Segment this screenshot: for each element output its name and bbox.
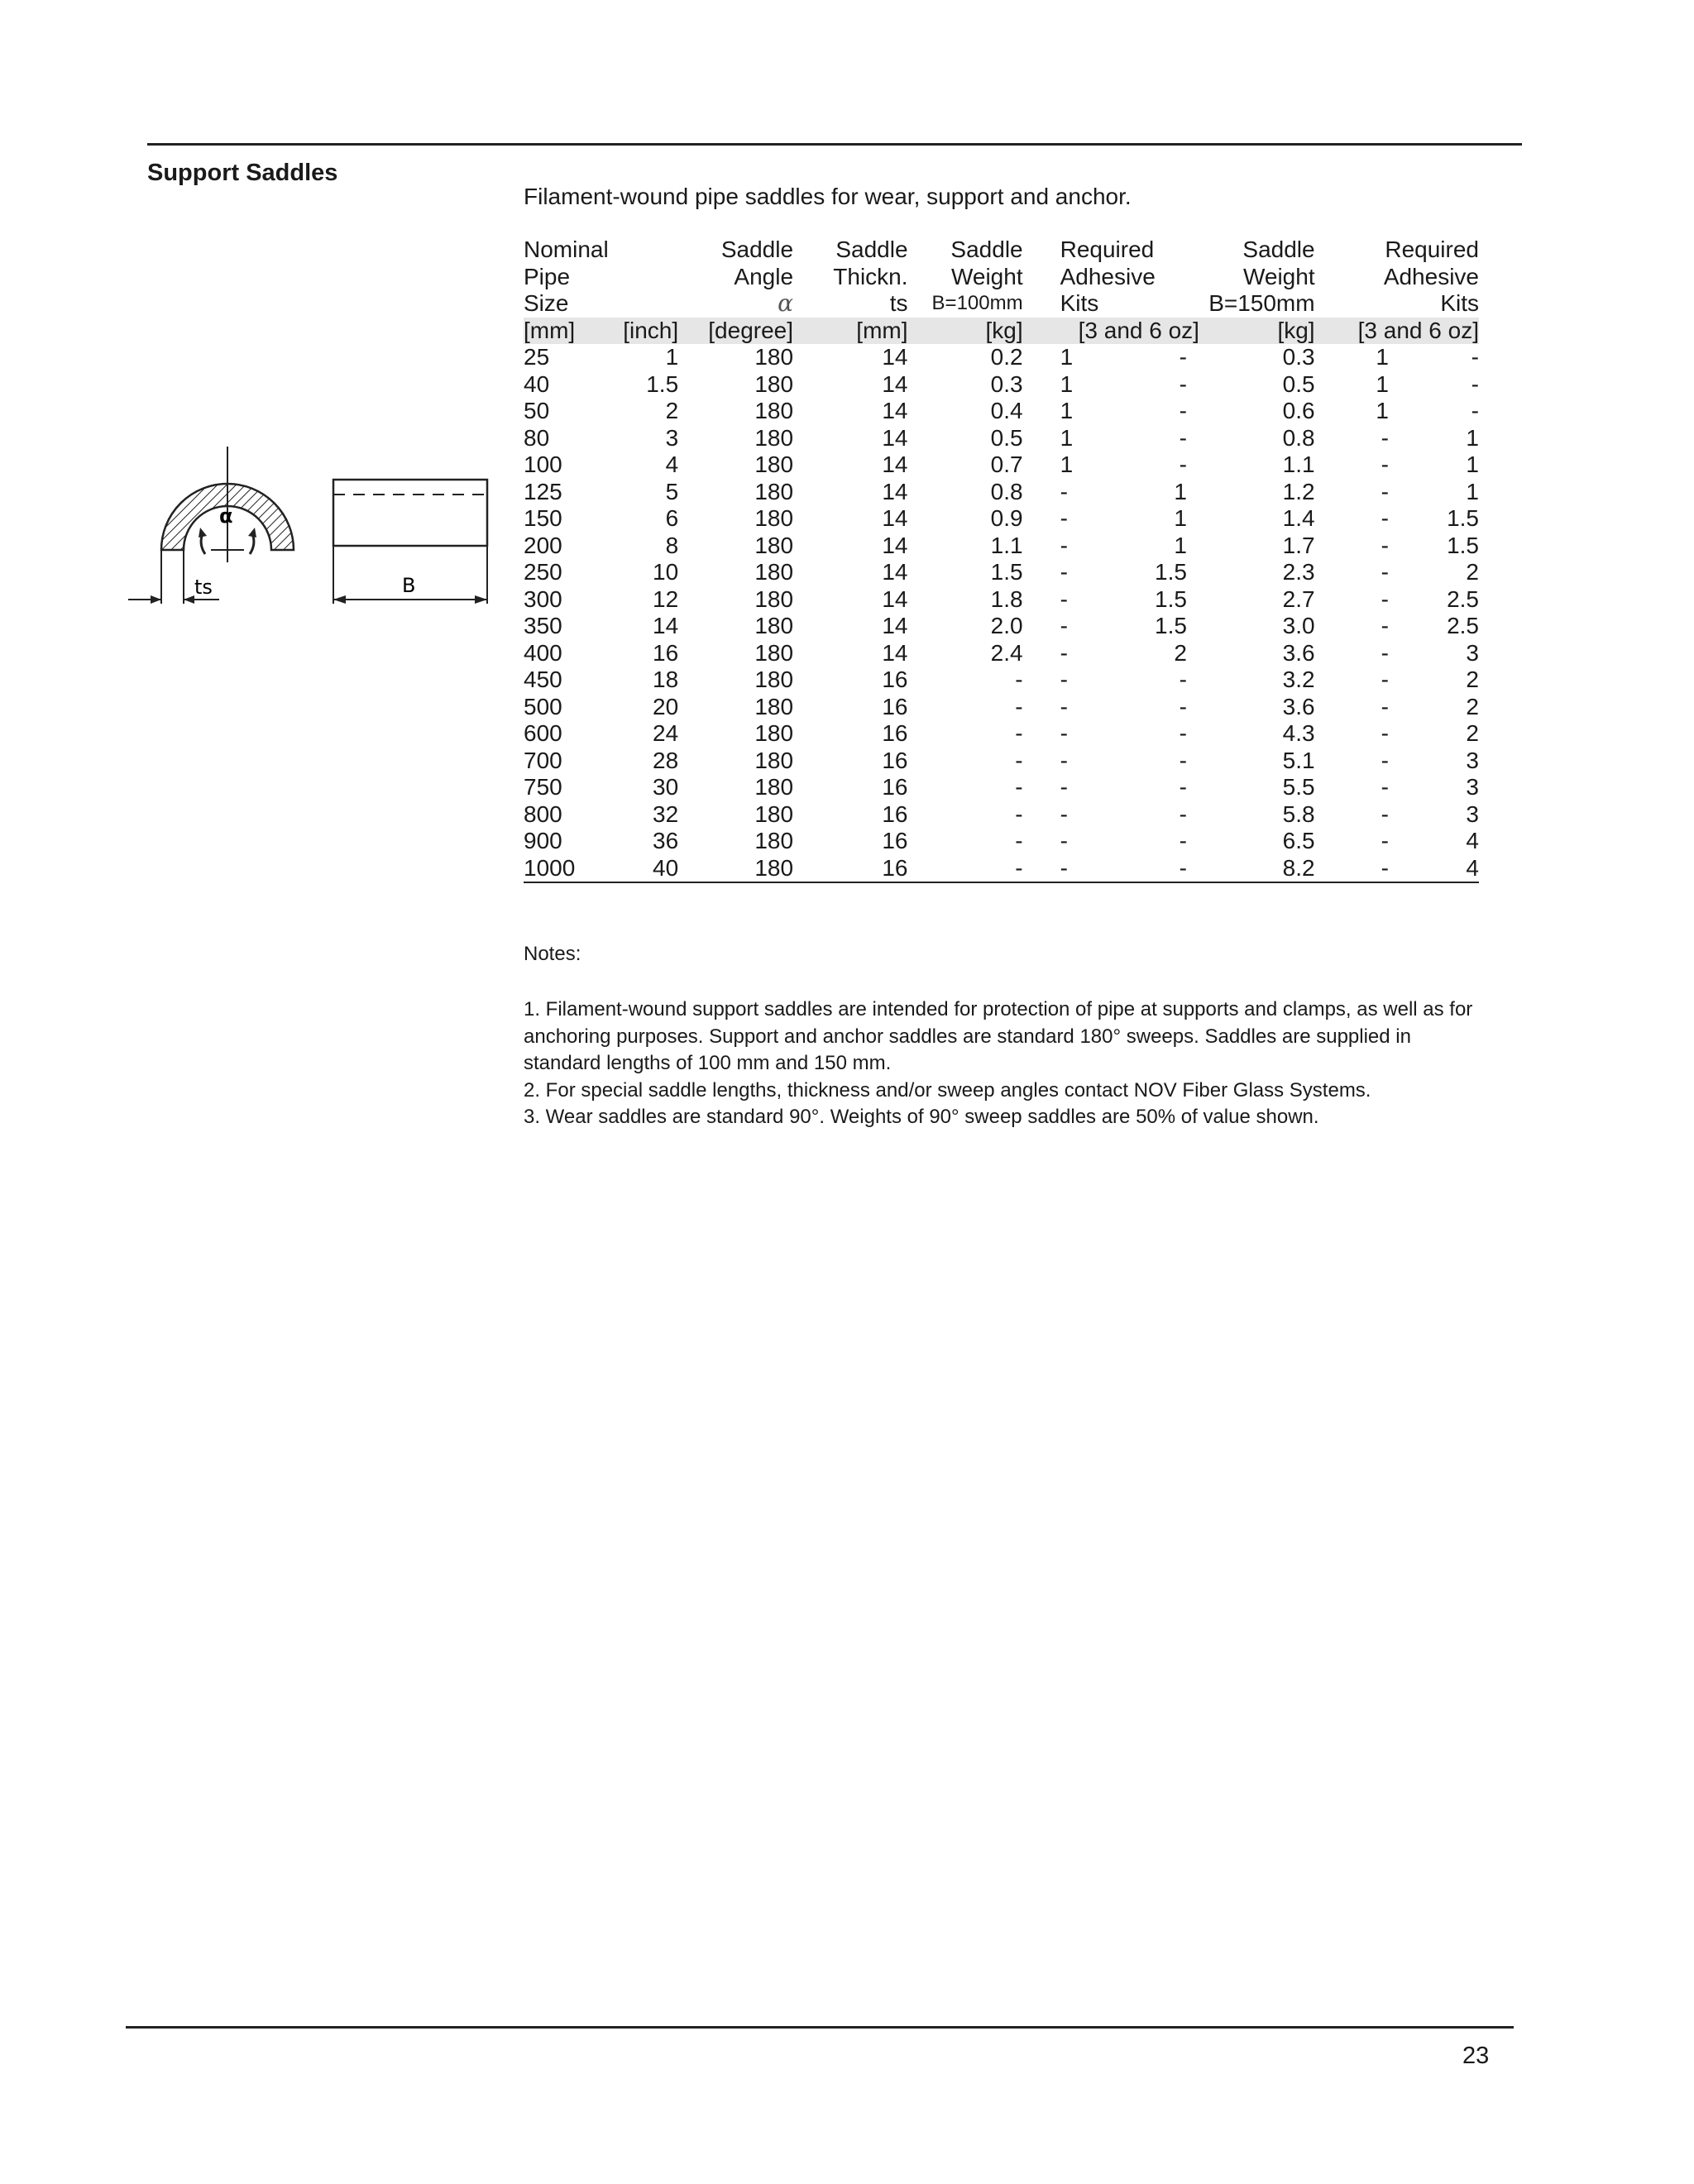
notes <box>524 996 1475 1131</box>
table-cell: 14 <box>882 478 908 504</box>
table-cell: - <box>1381 613 1389 638</box>
ts-label: ts <box>194 576 213 599</box>
table-cell: 3 <box>665 424 679 451</box>
table-cell: - <box>1023 855 1081 883</box>
table-cell: - <box>1381 693 1389 719</box>
b-label: B <box>402 574 416 597</box>
bottom-rule <box>126 2026 1514 2029</box>
table-cell: - <box>1060 800 1068 827</box>
header-cell: B=150mm <box>1208 290 1315 316</box>
table-cell: 700 <box>524 747 562 773</box>
header-cell: Size <box>524 290 569 316</box>
table-cell: 4.3 <box>1282 720 1315 746</box>
table-cell: 0.2 <box>990 344 1023 370</box>
notes-title: Notes: <box>524 943 581 965</box>
table-cell: 180 <box>754 747 794 773</box>
table-cell: - <box>1381 505 1389 531</box>
table-cell: 1 <box>1376 370 1389 397</box>
table-cell: 16 <box>882 720 908 746</box>
table-cell: 180 <box>754 667 794 692</box>
header-cell: Required <box>1385 237 1479 262</box>
table-cell: - <box>1015 667 1023 692</box>
table-cell: 1.2 <box>1282 478 1315 504</box>
table-cell: 1.5 <box>1155 613 1187 638</box>
table-cell: 16 <box>653 639 679 666</box>
table-cell: 18 <box>653 667 679 692</box>
table-row <box>524 344 1479 371</box>
table-cell: 1 <box>1376 398 1389 423</box>
table-cell: 1 <box>1060 370 1074 397</box>
table-cell: 1 <box>1060 344 1074 370</box>
table-cell: 14 <box>882 532 908 558</box>
table-cell: 180 <box>754 532 794 558</box>
table-cell: 16 <box>793 855 907 883</box>
table-cell: 750 <box>524 774 562 800</box>
table-cell: 180 <box>754 478 794 504</box>
top-rule <box>147 143 1522 146</box>
table-cell: - <box>1179 452 1187 477</box>
table-row <box>524 720 1479 748</box>
table-row <box>524 586 1479 614</box>
table-cell: 100 <box>524 452 562 477</box>
header-cell: Adhesive <box>1060 263 1156 289</box>
table-cell: 200 <box>524 532 562 558</box>
table-cell: 0.4 <box>990 398 1023 423</box>
table-cell: - <box>1179 424 1187 451</box>
table-cell: 2.4 <box>990 639 1023 666</box>
saddle-table <box>524 237 1479 883</box>
table-row <box>524 801 1479 829</box>
header-cell: [degree] <box>678 318 793 345</box>
table-row <box>524 398 1479 425</box>
section-title: Support Saddles <box>147 160 338 186</box>
table-cell: - <box>1179 747 1187 773</box>
table-cell: - <box>1179 344 1187 370</box>
table-cell: 125 <box>524 478 562 504</box>
table-cell: - <box>1381 747 1389 773</box>
table-row <box>524 828 1479 855</box>
table-cell: 5.8 <box>1282 800 1315 827</box>
table-cell: 1.1 <box>1282 452 1315 477</box>
note-item: 3. Wear saddles are standard 90°. Weights of 90° sweep saddles are 50% of value shown. <box>524 1106 1319 1128</box>
table-cell: - <box>1060 774 1068 800</box>
table-cell: - <box>1060 747 1068 773</box>
table-cell: 0.8 <box>1282 424 1315 451</box>
table-cell: 5.5 <box>1282 774 1315 800</box>
table-cell: 180 <box>754 639 794 666</box>
table-cell: 16 <box>882 693 908 719</box>
table-cell: 1 <box>1466 478 1479 504</box>
header-cell: [inch] <box>609 318 678 345</box>
table-cell: 180 <box>754 613 794 638</box>
table-cell: 3 <box>1466 639 1479 666</box>
table-cell: - <box>1315 855 1389 883</box>
table-cell: 8.2 <box>1199 855 1315 883</box>
table-cell: - <box>1080 855 1199 883</box>
table-cell: 40 <box>524 370 550 397</box>
header-cell: Weight <box>1242 263 1315 289</box>
intro-text: Filament-wound pipe saddles for wear, support and anchor. <box>524 184 1132 209</box>
table-cell: - <box>1381 532 1389 558</box>
table-cell: 0.3 <box>990 370 1023 397</box>
units-row <box>524 318 1479 345</box>
table-cell: 450 <box>524 667 562 692</box>
table-cell: - <box>1060 667 1068 692</box>
table-cell: 10 <box>653 559 679 585</box>
table-cell: - <box>1060 639 1068 666</box>
table-cell: 180 <box>754 505 794 531</box>
table-cell: - <box>1381 452 1389 477</box>
table-cell: 16 <box>882 667 908 692</box>
table-row <box>524 774 1479 801</box>
table-cell: - <box>1381 478 1389 504</box>
table-cell: 3.6 <box>1282 639 1315 666</box>
header-cell: Saddle <box>835 237 908 262</box>
header-row <box>524 264 1479 291</box>
table-cell: 14 <box>882 613 908 638</box>
table-cell: 180 <box>754 398 794 423</box>
table-cell: - <box>1060 505 1068 531</box>
table-cell: 180 <box>754 800 794 827</box>
table-cell: 1.7 <box>1282 532 1315 558</box>
table-cell: - <box>1060 720 1068 746</box>
table-cell: 2 <box>1466 693 1479 719</box>
table-cell: 16 <box>882 747 908 773</box>
table-cell: 180 <box>754 774 794 800</box>
table-cell: - <box>908 855 1023 883</box>
table-cell: - <box>1060 585 1068 612</box>
saddle-diagram <box>124 447 505 616</box>
header-cell: Weight <box>950 263 1023 289</box>
header-cell: Kits <box>1060 290 1099 316</box>
table-cell: - <box>1060 828 1068 853</box>
table-cell: 14 <box>653 613 679 638</box>
table-cell: 3.2 <box>1282 667 1315 692</box>
table-cell: 2 <box>1466 559 1479 585</box>
table-cell: 1.5 <box>1447 505 1479 531</box>
table-row <box>524 479 1479 506</box>
table-cell: 50 <box>524 398 550 423</box>
header-cell: [3 and 6 oz] <box>1315 318 1479 345</box>
table-cell: 180 <box>754 585 794 612</box>
header-cell: Thickn. <box>833 263 908 289</box>
table-cell: 1 <box>1060 398 1074 423</box>
table-cell: - <box>1015 693 1023 719</box>
table-cell: 3.6 <box>1282 693 1315 719</box>
table-cell: - <box>1471 370 1479 397</box>
table-cell: - <box>1179 774 1187 800</box>
table-cell: 180 <box>678 855 793 883</box>
table-cell: - <box>1015 720 1023 746</box>
alpha-label: α <box>219 504 233 528</box>
table-cell: 16 <box>882 828 908 853</box>
table-cell: 36 <box>653 828 679 853</box>
note-item: 2. For special saddle lengths, thickness and/or sweep angles contact NOV Fiber Glass Systems. <box>524 1078 1371 1102</box>
header-row <box>524 290 1479 318</box>
table-row <box>524 640 1479 667</box>
table-row <box>524 452 1479 479</box>
table-cell: 180 <box>754 559 794 585</box>
table-cell: - <box>1179 800 1187 827</box>
table-cell: 2.5 <box>1447 585 1479 612</box>
table-cell: 14 <box>882 452 908 477</box>
table-cell: 32 <box>653 800 679 827</box>
table-cell: 14 <box>882 424 908 451</box>
header-row <box>524 237 1479 264</box>
table-row <box>524 748 1479 775</box>
header-cell: Kits <box>1440 290 1479 316</box>
table-cell: - <box>1060 559 1068 585</box>
table-cell: 1.5 <box>990 559 1023 585</box>
header-cell: Saddle <box>1242 237 1315 262</box>
table-cell: 6 <box>665 505 679 531</box>
table-cell: - <box>1381 639 1389 666</box>
table-cell: 1 <box>665 344 679 370</box>
table-cell: 5.1 <box>1282 747 1315 773</box>
table-cell: 16 <box>882 800 908 827</box>
table-cell: 1.5 <box>646 370 679 397</box>
table-cell: 180 <box>754 370 794 397</box>
table-cell: 14 <box>882 398 908 423</box>
table-cell: - <box>1381 720 1389 746</box>
table-cell: - <box>1015 774 1023 800</box>
table-cell: - <box>1060 613 1068 638</box>
table-cell: 1.5 <box>1155 559 1187 585</box>
header-cell: Adhesive <box>1383 263 1479 289</box>
table-cell: 14 <box>882 505 908 531</box>
table-cell: 5 <box>665 478 679 504</box>
header-cell: Pipe <box>524 263 571 289</box>
header-cell: ts <box>889 290 908 316</box>
table-cell: 1 <box>1174 478 1187 504</box>
table-cell: 3 <box>1466 800 1479 827</box>
table-cell: - <box>1015 800 1023 827</box>
saddle-side-view <box>333 480 487 604</box>
alpha-symbol: α <box>778 289 794 317</box>
table-cell: - <box>1471 398 1479 423</box>
table-cell: 3 <box>1466 774 1479 800</box>
note-item: 1. Filament-wound support saddles are intended for protection of pipe at supports and clamps, as well as for anchoring purposes. Support and anchor saddles are standard 180° sweeps. Saddles are supplied in standard lengths of 100 mm and 150 mm. <box>524 998 1473 1074</box>
header-cell: [kg] <box>1199 318 1315 345</box>
table-cell: 14 <box>882 585 908 612</box>
header-cell: Nominal <box>524 237 609 262</box>
table-row <box>524 371 1479 399</box>
table-cell: 2 <box>1466 667 1479 692</box>
table-cell: 3 <box>1466 747 1479 773</box>
table-row <box>524 425 1479 452</box>
table-cell: 1.5 <box>1447 532 1479 558</box>
table-cell: 16 <box>882 774 908 800</box>
table-cell: 180 <box>754 452 794 477</box>
table-cell: 1 <box>1376 344 1389 370</box>
table-cell: 14 <box>882 559 908 585</box>
table-cell: 1.4 <box>1282 505 1315 531</box>
table-cell: - <box>1381 667 1389 692</box>
table-cell: - <box>1179 398 1187 423</box>
table-cell: 180 <box>754 344 794 370</box>
table-cell: 2.0 <box>990 613 1023 638</box>
table-cell: 20 <box>653 693 679 719</box>
table-cell: - <box>1179 720 1187 746</box>
table-cell: 8 <box>665 532 679 558</box>
header-cell <box>609 237 678 264</box>
table-cell: 900 <box>524 828 562 853</box>
header-cell: Angle <box>734 263 794 289</box>
table-cell: 14 <box>882 344 908 370</box>
table-cell: 3.0 <box>1282 613 1315 638</box>
table-cell: 1 <box>1060 452 1074 477</box>
table-cell: 0.6 <box>1282 398 1315 423</box>
table-cell: 150 <box>524 505 562 531</box>
table-cell: - <box>1179 370 1187 397</box>
table-cell: 6.5 <box>1282 828 1315 853</box>
table-cell: 180 <box>754 828 794 853</box>
table-row <box>524 613 1479 640</box>
table-cell: 12 <box>653 585 679 612</box>
saddle-cross-section <box>128 447 294 604</box>
table-cell: 4 <box>1389 855 1479 883</box>
header-cell: Required <box>1060 237 1155 262</box>
table-cell: 350 <box>524 613 562 638</box>
table-cell: - <box>1381 424 1389 451</box>
table-cell: 1.1 <box>990 532 1023 558</box>
table-cell: - <box>1179 693 1187 719</box>
table-cell: 180 <box>754 720 794 746</box>
table-cell: 180 <box>754 424 794 451</box>
table-cell: - <box>1060 693 1068 719</box>
table-row <box>524 667 1479 694</box>
table-cell: - <box>1015 828 1023 853</box>
table-cell: 0.5 <box>1282 370 1315 397</box>
table-cell: 1000 <box>524 855 609 883</box>
table-cell: 180 <box>754 693 794 719</box>
header-cell <box>609 264 678 291</box>
table-cell: 2.7 <box>1282 585 1315 612</box>
table-cell: 28 <box>653 747 679 773</box>
table-cell: 24 <box>653 720 679 746</box>
page-number: 23 <box>1462 2043 1490 2069</box>
table-cell: - <box>1381 800 1389 827</box>
header-cell: [3 and 6 oz] <box>1023 318 1199 345</box>
table-cell: 300 <box>524 585 562 612</box>
table-cell: - <box>1060 532 1068 558</box>
table-cell: 500 <box>524 693 562 719</box>
table-cell: 2 <box>665 398 679 423</box>
table-cell: 2 <box>1466 720 1479 746</box>
table-cell: - <box>1179 667 1187 692</box>
table-cell: 1 <box>1466 452 1479 477</box>
table-cell: 40 <box>609 855 678 883</box>
header-cell: Saddle <box>720 237 794 262</box>
table-cell: 1 <box>1174 505 1187 531</box>
table-cell: - <box>1471 344 1479 370</box>
table-cell: - <box>1060 478 1068 504</box>
table-cell: 1 <box>1060 424 1074 451</box>
table-cell: - <box>1015 747 1023 773</box>
table-cell: 1 <box>1174 532 1187 558</box>
table-cell: 14 <box>882 639 908 666</box>
header-cell: [mm] <box>793 318 907 345</box>
header-cell: [kg] <box>908 318 1023 345</box>
header-cell: B=100mm <box>931 292 1023 314</box>
table-cell: 30 <box>653 774 679 800</box>
table-cell: 600 <box>524 720 562 746</box>
header-cell: Saddle <box>950 237 1023 262</box>
header-cell <box>609 290 678 318</box>
table-cell: 1.8 <box>990 585 1023 612</box>
table-cell: 4 <box>665 452 679 477</box>
table-cell: 4 <box>1466 828 1479 853</box>
table-cell: 250 <box>524 559 562 585</box>
table-cell: - <box>1381 559 1389 585</box>
table-cell: - <box>1381 585 1389 612</box>
table-row <box>524 533 1479 560</box>
table-cell: 25 <box>524 344 550 370</box>
table-cell: 0.9 <box>990 505 1023 531</box>
header-cell: [mm] <box>524 318 609 345</box>
table-row <box>524 855 1479 883</box>
table-cell: 2.3 <box>1282 559 1315 585</box>
table-row <box>524 559 1479 586</box>
table-cell: - <box>1381 828 1389 853</box>
table-cell: 0.7 <box>990 452 1023 477</box>
table-cell: 2.5 <box>1447 613 1479 638</box>
table-cell: - <box>1179 828 1187 853</box>
table-cell: 0.5 <box>990 424 1023 451</box>
table-cell: 800 <box>524 800 562 827</box>
table-cell: 14 <box>882 370 908 397</box>
table-cell: 0.3 <box>1282 344 1315 370</box>
table-body <box>524 344 1479 882</box>
table-cell: - <box>1381 774 1389 800</box>
table-cell: 80 <box>524 424 550 451</box>
table-cell: 400 <box>524 639 562 666</box>
table-row <box>524 694 1479 721</box>
table-cell: 1.5 <box>1155 585 1187 612</box>
table-cell: 2 <box>1174 639 1187 666</box>
table-cell: 1 <box>1466 424 1479 451</box>
table-row <box>524 505 1479 533</box>
table-cell: 0.8 <box>990 478 1023 504</box>
